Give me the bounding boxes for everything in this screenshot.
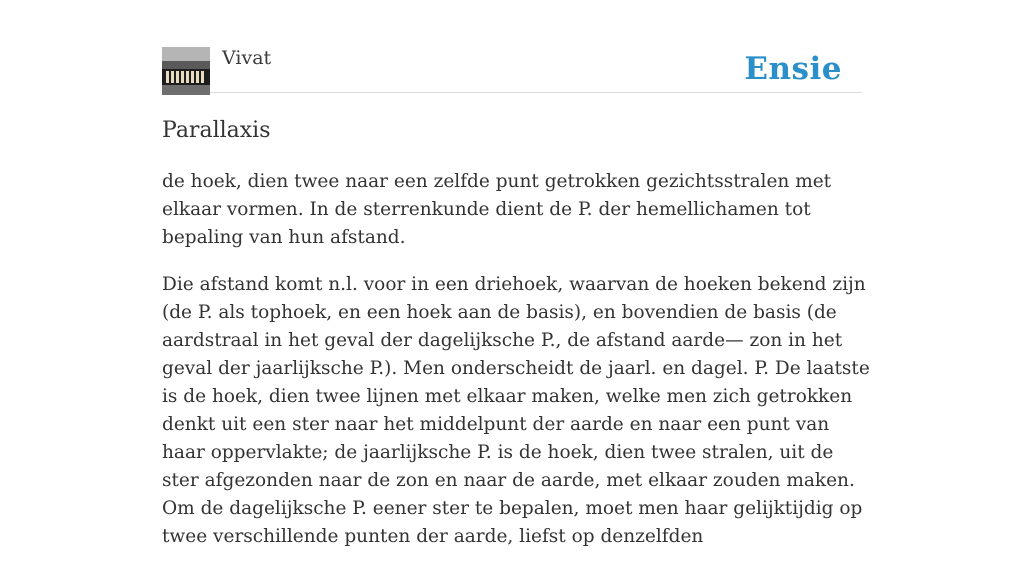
author-name[interactable]: Vivat xyxy=(222,47,272,69)
page-title: Parallaxis xyxy=(162,118,271,143)
article-paragraph: de hoek, dien twee naar een zelfde punt getrokken gezichtsstralen met elkaar vormen. In de sterrenkunde dient de P. der hemellichamen tot bepaling van hun afstand. xyxy=(162,171,832,248)
article-paragraph: Die afstand komt n.l. voor in een driehoek, waarvan de hoeken bekend zijn (de P. als tophoek, en een hoek aan de basis), en bovendien de basis (de aardstraal in het geval der dagelijksche P., de afstand aarde— zon in het geval der jaarlijksche P.). Men onderscheidt de jaarl. en dagel. P. De laatste is de hoek, dien twee lijnen met elkaar maken, welke men zich getrokken denkt uit een ster naar het middelpunt der aarde en naar een punt van haar oppervlakte; de jaarlijksche P. is de hoek, dien twee stralen, uit de ster afgezonden naar de zon en naar de aarde, met elkaar zouden maken. Om de dagelijksche P. eener ster te bepalen, moet men haar gelijktijdig op twee verschillende punten der aarde, liefst op denzelfden xyxy=(162,274,870,547)
typewriter-avatar-icon[interactable] xyxy=(162,47,210,95)
article-body xyxy=(162,168,872,570)
header xyxy=(162,46,862,93)
brand-logo[interactable]: Ensie xyxy=(744,51,842,87)
